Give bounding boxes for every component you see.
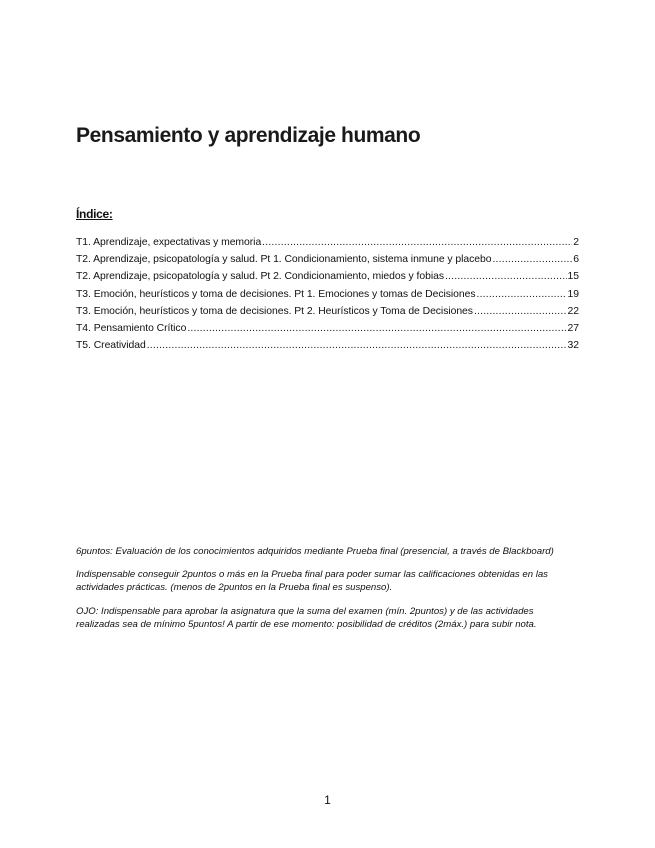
toc-entry-title: T3. Emoción, heurísticos y toma de decisiones. Pt 2. Heurísticos y Toma de Decisiones — [76, 305, 473, 317]
toc-entry-title: T3. Emoción, heurísticos y toma de decisiones. Pt 1. Emociones y tomas de Decisiones — [76, 288, 476, 300]
toc-dot-leader — [492, 254, 572, 265]
table-of-contents — [76, 237, 579, 357]
document-title: Pensamiento y aprendizaje humano — [76, 124, 421, 147]
toc-dot-leader — [187, 323, 566, 334]
toc-entry-title: T1. Aprendizaje, expectativas y memoria — [76, 237, 262, 248]
toc-dot-leader — [474, 306, 567, 317]
toc-entry[interactable] — [76, 340, 579, 357]
toc-entry-page: 22 — [567, 305, 579, 317]
toc-entry-page: 19 — [567, 288, 579, 300]
toc-entry[interactable] — [76, 323, 579, 340]
page-number: 1 — [324, 793, 331, 807]
toc-entry[interactable] — [76, 306, 579, 323]
toc-dot-leader — [262, 237, 572, 248]
toc-entry-page: 2 — [573, 237, 579, 248]
toc-entry[interactable] — [76, 254, 579, 271]
evaluation-note: 6puntos: Evaluación de los conocimientos adquiridos mediante Prueba final (presencial, a través de Blackboard) — [76, 546, 554, 557]
toc-entry-title: T2. Aprendizaje, psicopatología y salud. Pt 1. Condicionamiento, sistema inmune y placebo — [76, 254, 492, 266]
toc-entry-title: T4. Pensamiento Crítico — [76, 322, 187, 334]
evaluation-notes — [76, 545, 576, 641]
toc-entry-title: T2. Aprendizaje, psicopatología y salud. Pt 2. Condicionamiento, miedos y fobias — [76, 271, 444, 283]
toc-entry[interactable] — [76, 289, 579, 306]
toc-entry-page: 15 — [567, 271, 579, 283]
toc-entry-title: T5. Creatividad — [76, 340, 146, 352]
toc-entry-page: 27 — [567, 322, 579, 334]
toc-entry[interactable] — [76, 237, 579, 254]
toc-entry-page: 6 — [573, 254, 579, 266]
toc-dot-leader — [445, 271, 567, 282]
index-heading: Índice: — [76, 207, 113, 221]
evaluation-note: Indispensable conseguir 2puntos o más en la Prueba final para poder sumar las calificaciones obtenidas en las actividades prácticas. (menos de 2puntos en la Prueba final es suspenso). — [76, 569, 548, 594]
evaluation-note: OJO: Indispensable para aprobar la asignatura que la suma del examen (mín. 2puntos) y de las actividades realizadas sea de mínimo 5puntos! A partir de ese momento: posibilidad de créditos (2máx.) para subir nota. — [76, 605, 537, 630]
toc-dot-leader — [477, 289, 567, 300]
toc-entry-page: 32 — [567, 340, 579, 352]
toc-entry[interactable] — [76, 271, 579, 288]
toc-dot-leader — [147, 340, 567, 351]
